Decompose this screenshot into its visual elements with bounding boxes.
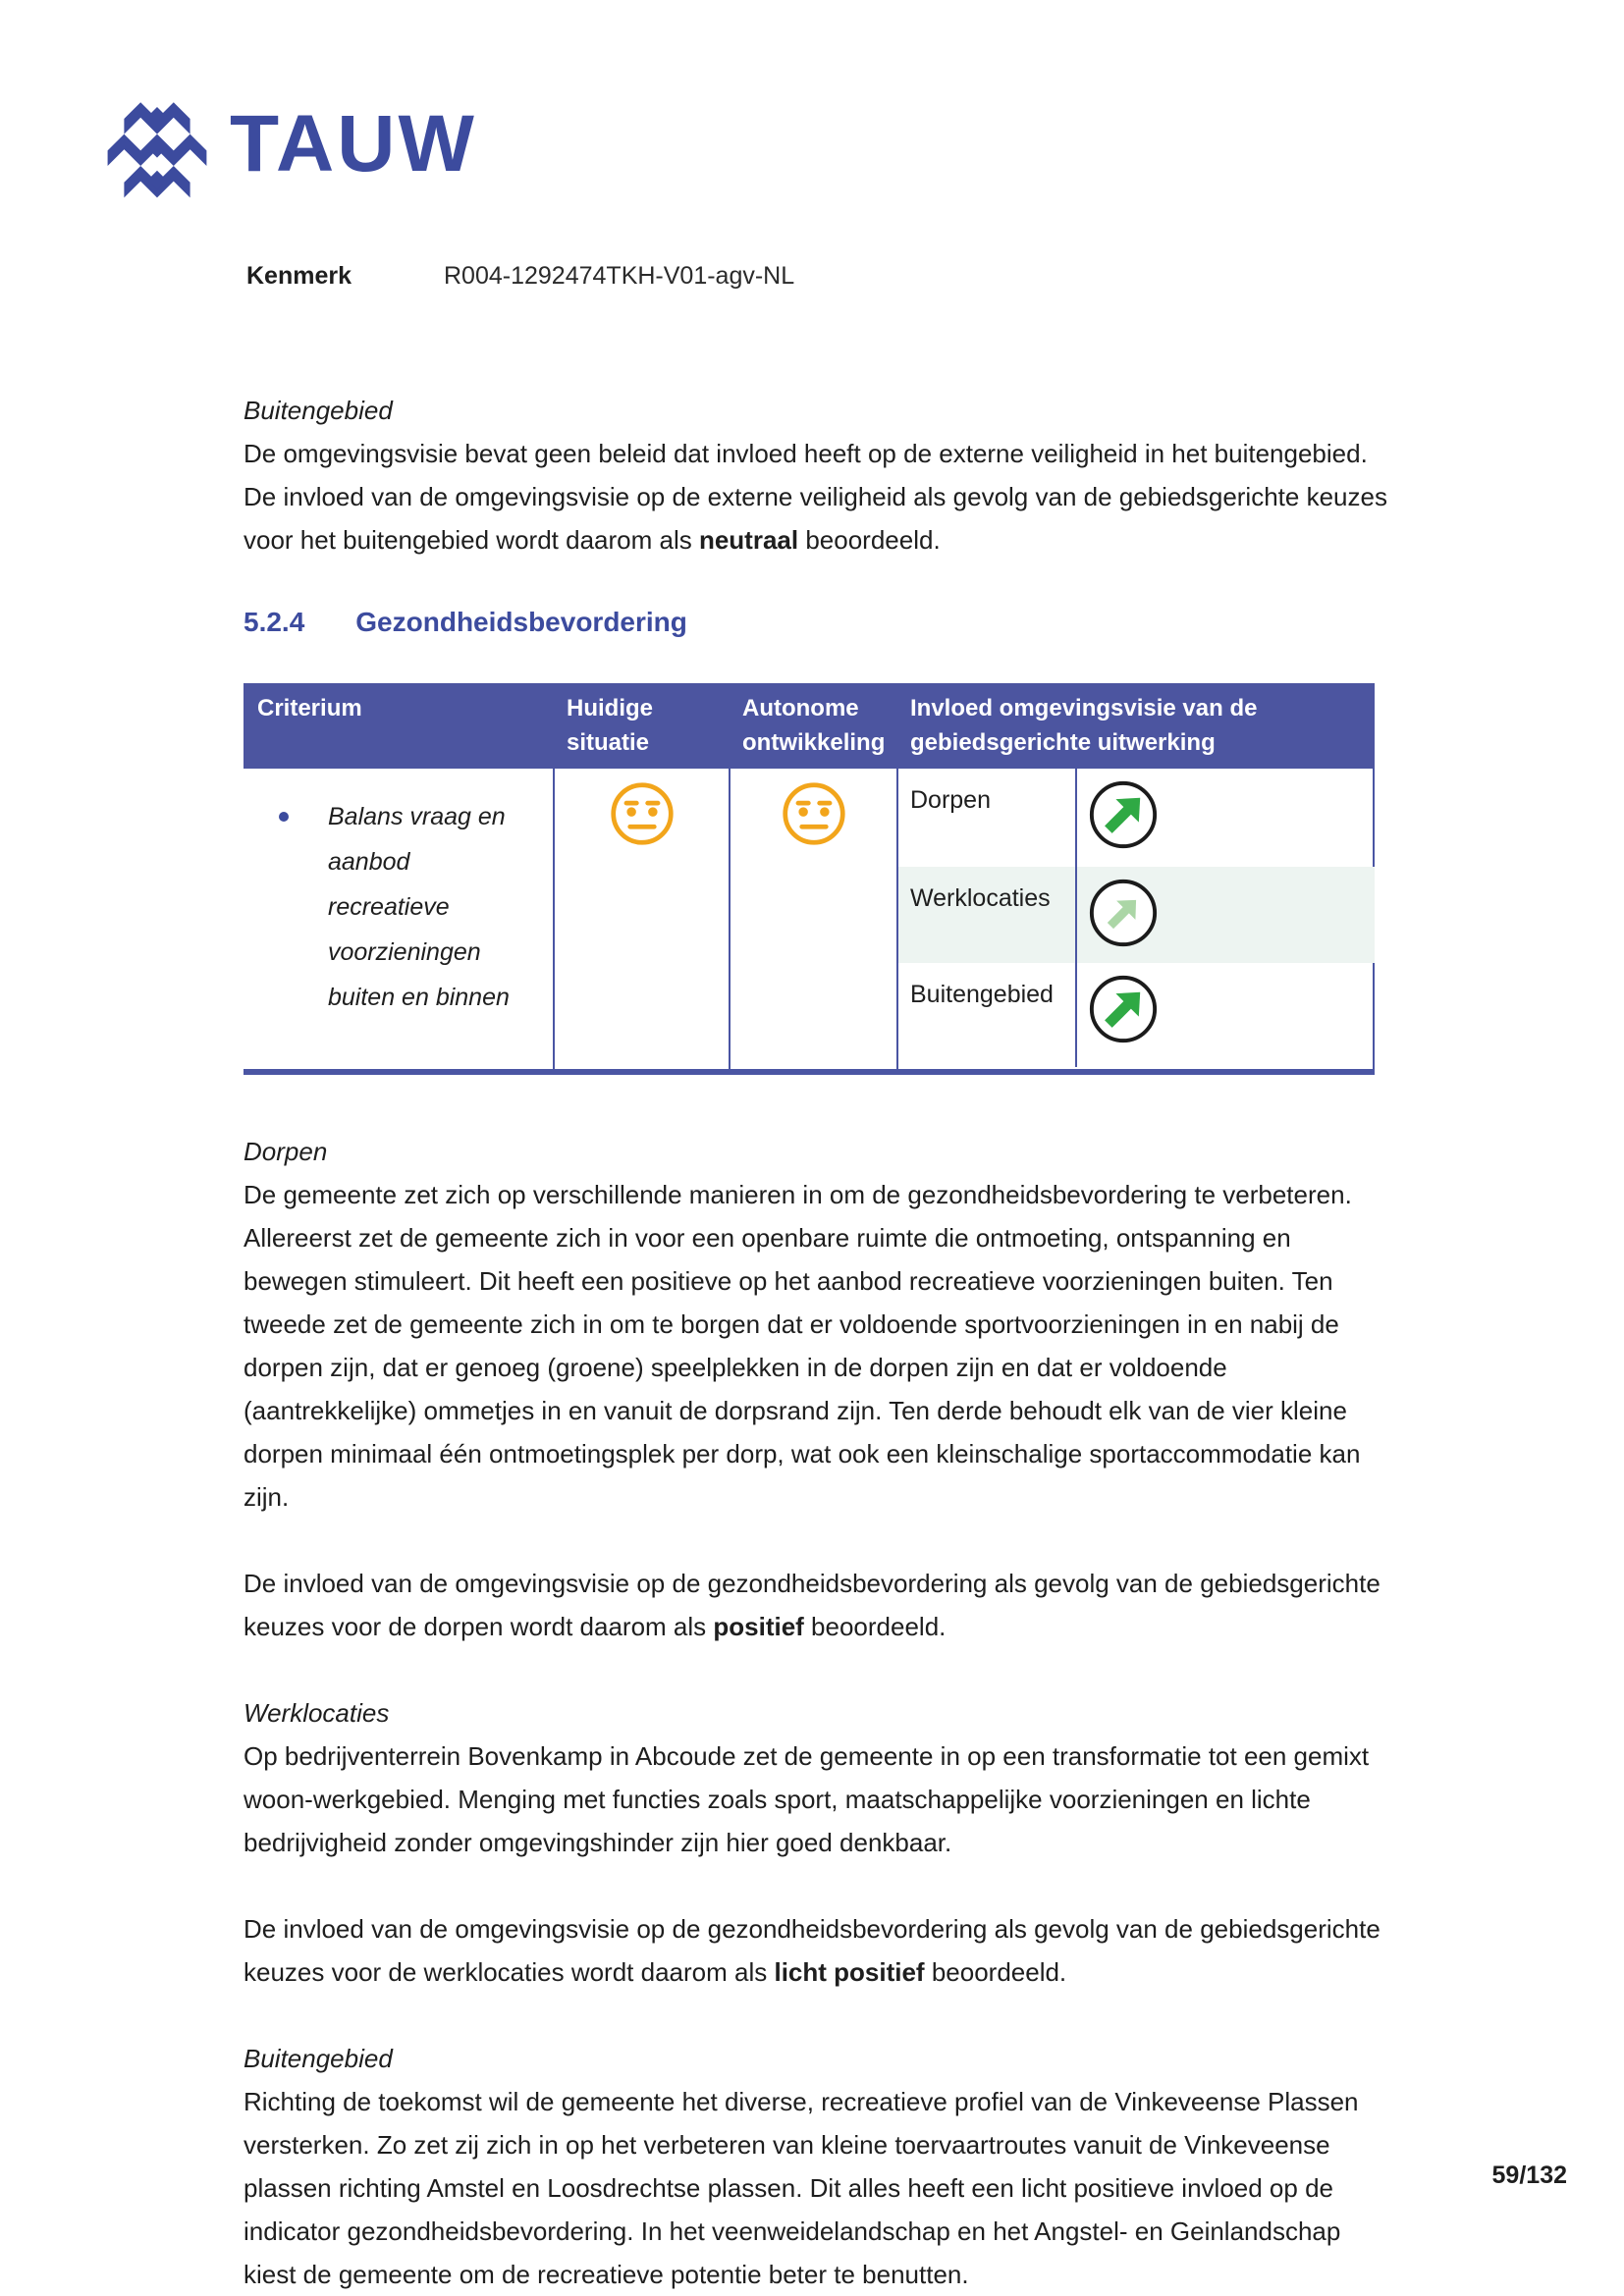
rating-icon-cell bbox=[1075, 963, 1377, 1067]
column-header-huidige-situatie: Huidige situatie bbox=[567, 695, 653, 756]
assessment-term: positief bbox=[713, 1612, 804, 1641]
autonome-ontwikkeling-cell bbox=[729, 769, 896, 1069]
neutral-face-icon bbox=[609, 780, 676, 847]
text-segment: beoordeeld. bbox=[803, 1612, 947, 1641]
content-column bbox=[244, 389, 1392, 2296]
text-segment: De omgevingsvisie bevat geen beleid dat invloed heeft op de externe veiligheid in het buitengebied. De invloed van de omgevingsvisie op de externe veiligheid als gevolg van de gebiedsgerichte keuzes voor het buitengebied wordt daarom als bbox=[244, 439, 1387, 555]
buitengebied-paragraph: Richting de toekomst wil de gemeente het diverse, recreatieve profiel van de Vinkeveense Plassen versterken. Zo zet zij zich in op het verbeteren van kleine toervaartroutes vanuit de Vinkeveense plassen richting Amstel en Loosdrechtse plassen. Dit alles heeft een licht positieve invloed op de indicator gezondheidsbevordering. In het veenweidelandschap en het Angstel- en Geinlandschap kiest de gemeente om de recreatieve potentie beter te benutten. bbox=[244, 2087, 1359, 2289]
text-segment: De invloed van de omgevingsvisie op de gezondheidsbevordering als gevolg van de gebiedsgerichte keuzes voor de werklocaties wordt daarom als bbox=[244, 1914, 1380, 1987]
intro-paragraph bbox=[244, 432, 1392, 561]
tauw-logo bbox=[98, 82, 477, 202]
text-segment: beoordeeld. bbox=[924, 1957, 1067, 1987]
dorpen-paragraph: De gemeente zet zich op verschillende manieren in om de gezondheidsbevordering te verbeteren. Allereerst zet de gemeente zich in voor een openbare ruimte die ontmoeting, ontspanning en bewegen stimuleert. Dit heeft een positieve op het aanbod recreatieve voorzieningen buiten. Ten tweede zet de gemeente zich in om te borgen dat er voldoende sportvoorzieningen in en nabij de dorpen zijn, dat er genoeg (groene) speelplekken in de dorpen zijn en dat er voldoende (aantrekkelijke) ommetjes in en vanuit de dorpsrand zijn. Ten derde behoudt elk van de vier kleine dorpen minimaal één ontmoetingsplek per dorp, wat ook een kleinschalige sportaccommodatie kan zijn. bbox=[244, 1180, 1361, 1512]
table-row bbox=[898, 769, 1375, 867]
section-heading-524 bbox=[244, 601, 1392, 644]
page-number: 59/132 bbox=[1491, 2162, 1567, 2189]
area-label: Dorpen bbox=[910, 786, 991, 814]
bullet-icon bbox=[279, 812, 289, 822]
text-segment: De invloed van de omgevingsvisie op de gezondheidsbevordering als gevolg van de gebiedsgerichte keuzes voor de dorpen wordt daarom als bbox=[244, 1569, 1380, 1641]
neutral-face-icon bbox=[781, 780, 847, 847]
kenmerk-label: Kenmerk bbox=[246, 262, 352, 290]
column-header-autonome-ontwikkeling: Autonome ontwikkeling bbox=[742, 695, 886, 756]
werklocaties-section-heading: Werklocaties bbox=[244, 1698, 390, 1728]
table-row bbox=[898, 867, 1375, 963]
invloed-cell bbox=[896, 769, 1375, 1069]
werklocaties-paragraph: Op bedrijventerrein Bovenkamp in Abcoude zet de gemeente in op een transformatie tot een gemixt woon-werkgebied. Menging met functies zoals sport, maatschappelijke voorzieningen en lichte bedrijvigheid zonder omgevingshinder zijn hier goed denkbaar. bbox=[244, 1741, 1370, 1857]
text-segment: beoordeeld. bbox=[798, 525, 941, 555]
section-title: Gezondheidsbevordering bbox=[355, 607, 687, 637]
buitengebied-section-heading: Buitengebied bbox=[244, 2044, 393, 2073]
criterium-cell bbox=[244, 769, 553, 1069]
dorpen-assessment-paragraph bbox=[244, 1562, 1392, 1648]
werklocaties-assessment-paragraph bbox=[244, 1907, 1392, 1994]
assessment-term: licht positief bbox=[774, 1957, 925, 1987]
column-header-criterium: Criterium bbox=[257, 695, 362, 721]
area-label: Buitengebied bbox=[910, 981, 1054, 1008]
rating-icon-cell bbox=[1075, 769, 1377, 867]
section-number: 5.2.4 bbox=[244, 607, 305, 637]
arrow-up-right-icon bbox=[1087, 973, 1160, 1045]
assessment-table bbox=[244, 683, 1375, 1075]
criterium-text: Balans vraag en aanbod recreatieve voorzieningen buiten en binnen bbox=[328, 803, 510, 1011]
dorpen-section-heading: Dorpen bbox=[244, 1137, 328, 1166]
area-label: Werklocaties bbox=[910, 884, 1051, 912]
document-reference-row bbox=[246, 261, 794, 291]
table-body-row bbox=[244, 769, 1375, 1069]
intro-section-heading: Buitengebied bbox=[244, 396, 393, 425]
kenmerk-value: R004-1292474TKH-V01-agv-NL bbox=[444, 262, 795, 290]
table-row bbox=[898, 963, 1375, 1067]
brand-wordmark: TAUW bbox=[230, 99, 477, 188]
rating-icon-cell bbox=[1075, 867, 1377, 963]
table-header-row bbox=[244, 683, 1375, 769]
tauw-waves-icon bbox=[98, 82, 216, 202]
arrow-up-right-light-icon bbox=[1087, 877, 1160, 949]
assessment-term: neutraal bbox=[698, 525, 799, 555]
arrow-up-right-icon bbox=[1087, 778, 1160, 851]
column-header-invloed-omgevingsvisie: Invloed omgevingsvisie van de gebiedsgerichte uitwerking bbox=[910, 695, 1258, 756]
huidige-situatie-cell bbox=[553, 769, 729, 1069]
